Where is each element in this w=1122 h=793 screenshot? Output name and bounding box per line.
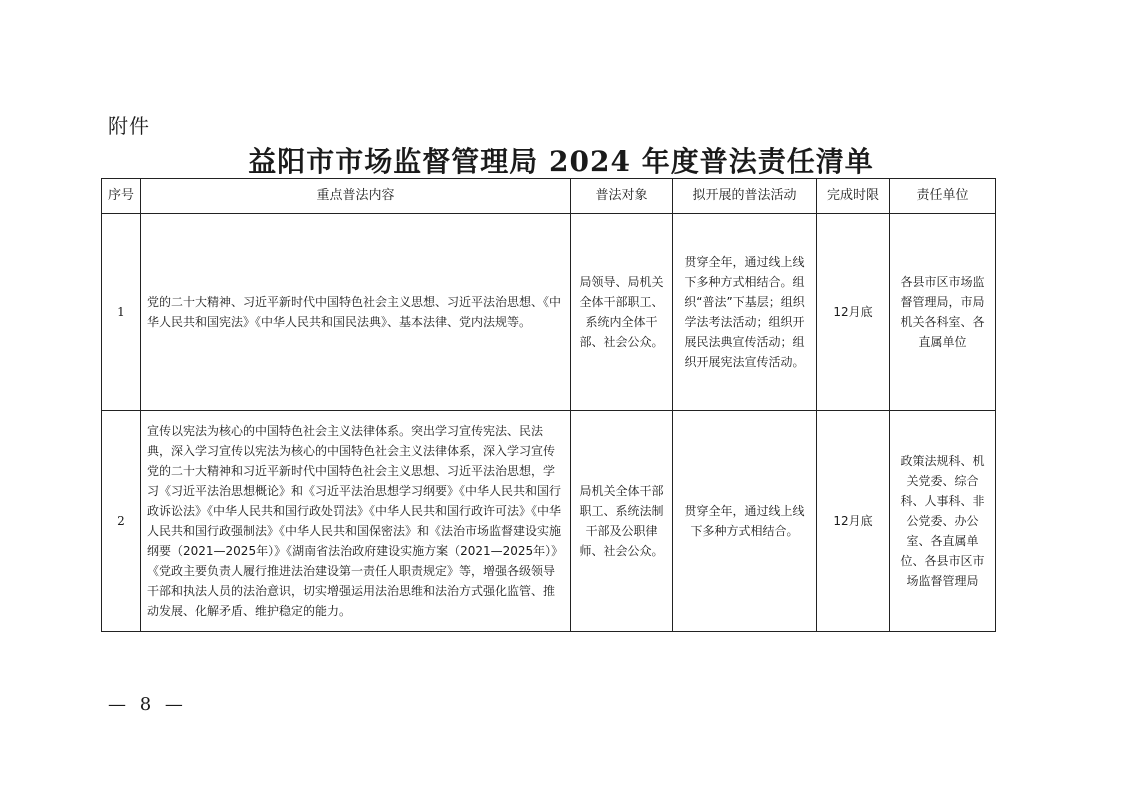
row-number: 1 xyxy=(102,214,141,411)
header-activity: 拟开展的普法活动 xyxy=(673,179,817,214)
row-unit: 各县市区市场监督管理局，市局机关各科室、各直属单位 xyxy=(890,214,996,411)
row-number: 2 xyxy=(102,411,141,632)
document-title: 益阳市市场监督管理局 2024 年度普法责任清单 xyxy=(248,145,874,178)
page-number: — 8 — xyxy=(108,694,187,715)
responsibility-table xyxy=(101,178,996,632)
row-content: 党的二十大精神、习近平新时代中国特色社会主义思想、习近平法治思想、《中华人民共和国宪法》《中华人民共和国民法典》、基本法律、党内法规等。 xyxy=(141,214,571,411)
row-activity: 贯穿全年，通过线上线下多种方式相结合。 xyxy=(673,411,817,632)
row-unit: 政策法规科、机关党委、综合科、人事科、非公党委、办公室、各直属单位、各县市区市场监督管理局 xyxy=(890,411,996,632)
row-deadline: 12月底 xyxy=(817,214,890,411)
row-activity: 贯穿全年，通过线上线下多种方式相结合。组织“普法”下基层；组织学法考法活动；组织开展民法典宣传活动；组织开展宪法宣传活动。 xyxy=(673,214,817,411)
row-target: 局机关全体干部职工、系统法制干部及公职律师、社会公众。 xyxy=(571,411,673,632)
table-header-row xyxy=(102,179,996,214)
row-target: 局领导、局机关全体干部职工、系统内全体干部、社会公众。 xyxy=(571,214,673,411)
header-target: 普法对象 xyxy=(571,179,673,214)
row-deadline: 12月底 xyxy=(817,411,890,632)
table-row xyxy=(102,214,996,411)
header-no: 序号 xyxy=(102,179,141,214)
attachment-label: 附件 xyxy=(108,114,150,138)
header-content: 重点普法内容 xyxy=(141,179,571,214)
row-content: 宣传以宪法为核心的中国特色社会主义法律体系。突出学习宣传宪法、民法典，深入学习宣传以宪法为核心的中国特色社会主义法律体系，深入学习宣传党的二十大精神和习近平新时代中国特色社会主义思想、习近平法治思想，学习《习近平法治思想概论》和《习近平法治思想学习纲要》《中华人民共和国行政诉讼法》《中华人民共和国行政处罚法》《中华人民共和国行政许可法》《中华人民共和国行政强制法》《中华人民共和国保密法》和《法治市场监督建设实施纲要（2021—2025年）》《湖南省法治政府建设实施方案（2021—2025年）》《党政主要负责人履行推进法治建设第一责任人职责规定》等，增强各级领导干部和执法人员的法治意识，切实增强运用法治思维和法治方式强化监管、推动发展、化解矛盾、维护稳定的能力。 xyxy=(141,411,571,632)
header-unit: 责任单位 xyxy=(890,179,996,214)
table-row xyxy=(102,411,996,632)
header-deadline: 完成时限 xyxy=(817,179,890,214)
